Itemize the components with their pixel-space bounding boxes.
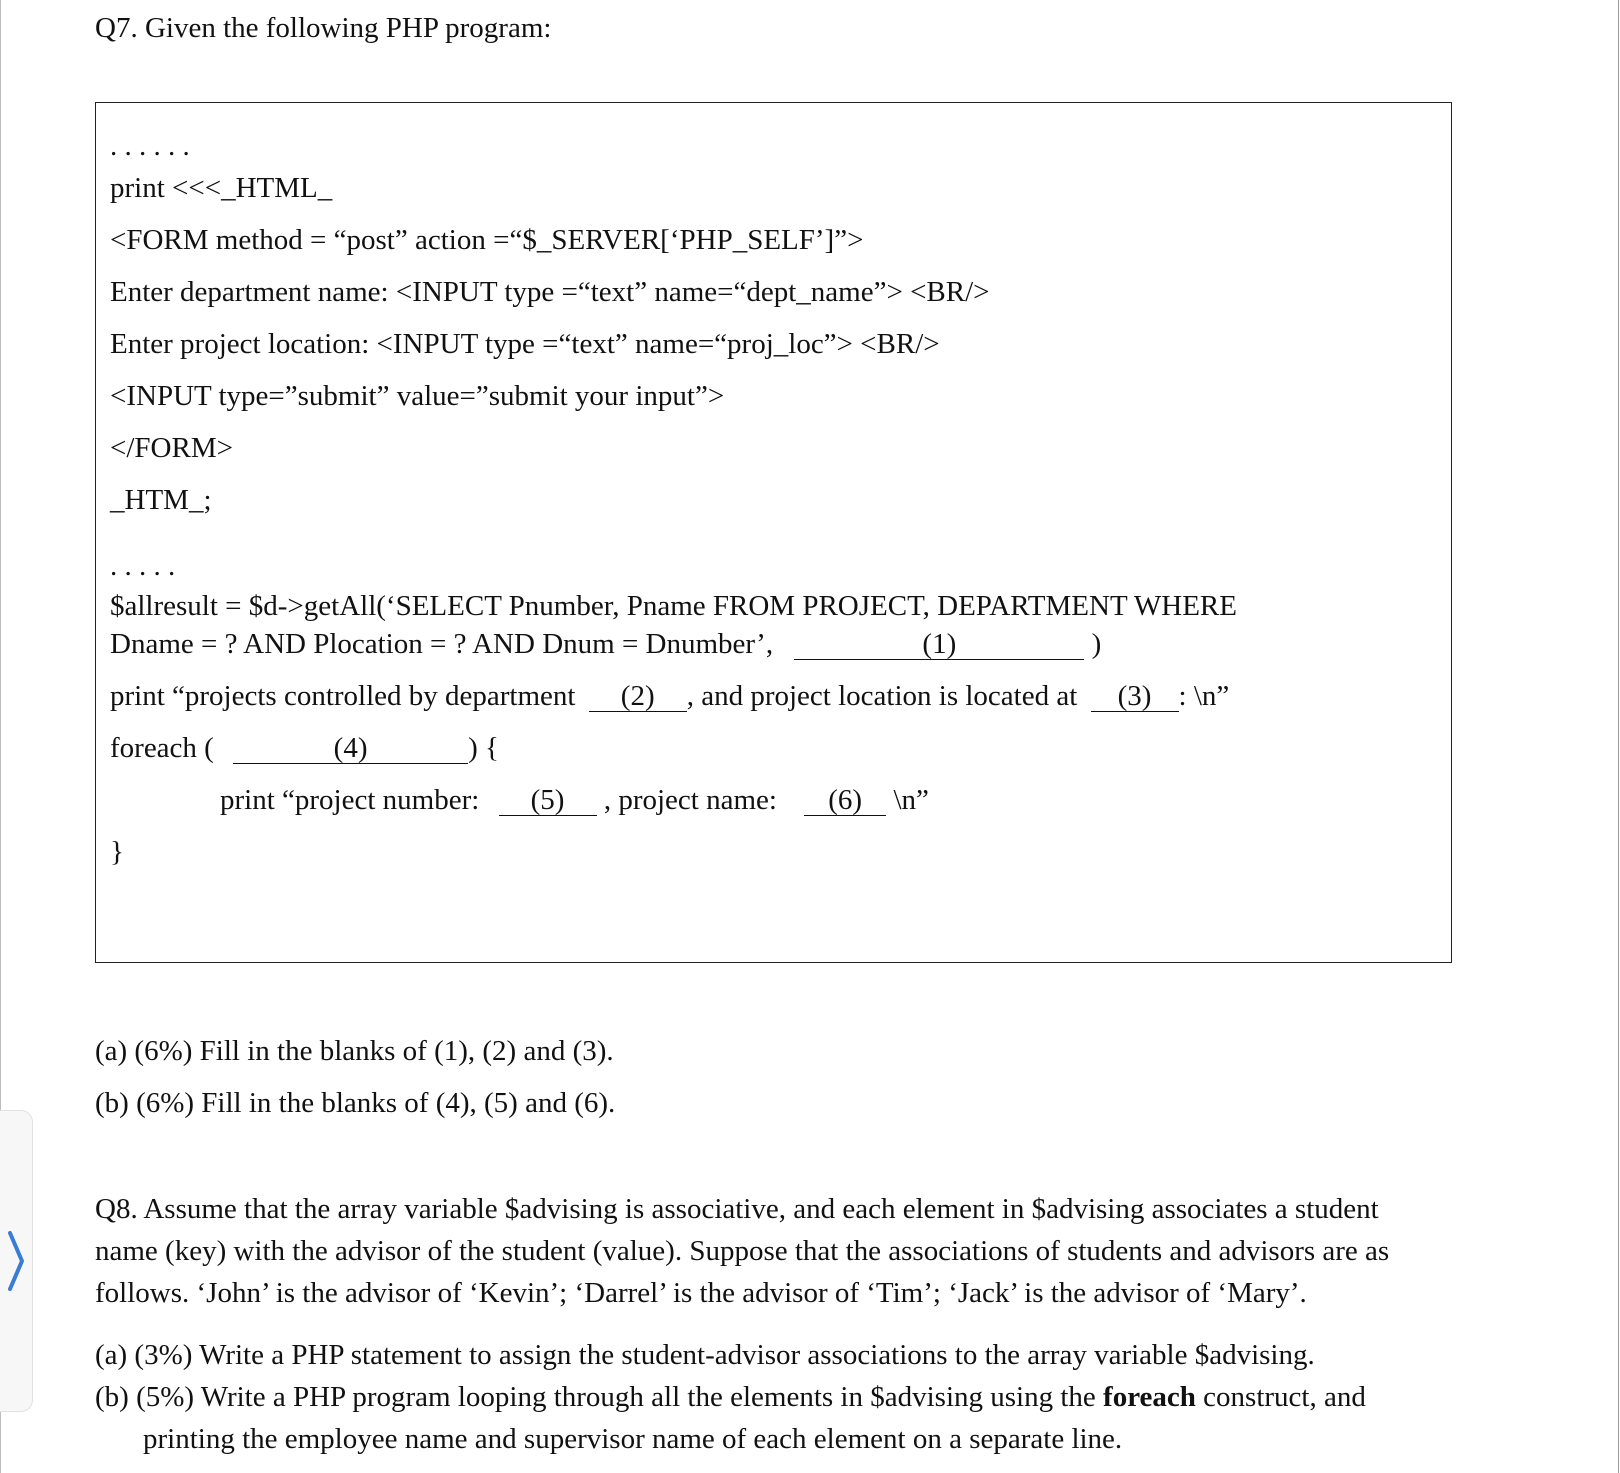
blank-2: (2) [589,682,687,712]
q8-text-line1: Q8. Assume that the array variable $advising is associative, and each element in $advising associates a student [95,1193,1379,1225]
code-foreach-text-a: foreach ( [110,732,214,764]
code-print1-text-a: print “projects controlled by department [110,680,576,712]
code-ellipsis-bottom: . . . . . [110,550,176,582]
code-foreach-text-b: ) { [468,732,499,764]
code-line-form: <FORM method = “post” action =“$_SERVER[‘PHP_SELF’]”> [110,224,864,256]
chevron-right-icon [6,1229,26,1293]
q8-part-b-text-2: construct, and [1203,1381,1366,1413]
code-ellipsis-top: . . . . . . [110,130,190,162]
side-panel-tab[interactable] [0,1110,33,1412]
q7-heading: Q7. Given the following PHP program: [95,12,552,44]
code-sql-text: Dname = ? AND Plocation = ? AND Dnum = Dnumber’, [110,628,774,660]
code-foreach-line [110,732,499,765]
q8-part-b-keyword: foreach [1103,1381,1196,1413]
code-print2-text-c: \n” [893,784,929,816]
blank-6: (6) [804,786,886,816]
code-line-print: print <<<_HTML_ [110,172,333,204]
code-print-line2 [220,784,929,817]
q7-part-a: (a) (6%) Fill in the blanks of (1), (2) and (3). [95,1035,614,1067]
q8-text-line3: follows. ‘John’ is the advisor of ‘Kevin’; ‘Darrel’ is the advisor of ‘Tim’; ‘Jack’ is the advisor of ‘Mary’. [95,1277,1307,1309]
code-line-htm: _HTM_; [110,484,212,516]
code-sql-line2 [110,628,1101,661]
q8-part-b-text-1: (b) (5%) Write a PHP program looping through all the elements in $advising using the [95,1381,1096,1413]
code-print1-text-b: , and project location is located at [686,680,1078,712]
blank-3: (3) [1091,682,1179,712]
code-sql-line1: $allresult = $d->getAll(‘SELECT Pnumber, Pname FROM PROJECT, DEPARTMENT WHERE [110,590,1237,622]
code-line-dept: Enter department name: <INPUT type =“text” name=“dept_name”> <BR/> [110,276,990,308]
blank-1: (1) [794,630,1084,660]
code-print1-text-c: : \n” [1178,680,1230,712]
page-right-edge [1618,0,1619,1473]
code-print2-text-b: , project name: [603,784,777,816]
code-line-endform: </FORM> [110,432,233,464]
q8-part-b [95,1381,1366,1414]
code-print-line1 [110,680,1229,713]
blank-5: (5) [499,786,597,816]
q8-part-b-line2: printing the employee name and supervisor name of each element on a separate line. [143,1423,1123,1455]
q8-text-line2: name (key) with the advisor of the student (value). Suppose that the associations of students and advisors are as [95,1235,1390,1267]
code-print2-text-a: print “project number: [220,784,480,816]
q8-part-a: (a) (3%) Write a PHP statement to assign the student-advisor associations to the array variable $advising. [95,1339,1315,1371]
code-sql-close: ) [1091,628,1102,660]
code-close-brace: } [110,836,124,868]
blank-4: (4) [233,734,468,764]
code-line-loc: Enter project location: <INPUT type =“text” name=“proj_loc”> <BR/> [110,328,940,360]
code-line-submit: <INPUT type=”submit” value=”submit your input”> [110,380,725,412]
q7-part-b: (b) (6%) Fill in the blanks of (4), (5) and (6). [95,1087,616,1119]
